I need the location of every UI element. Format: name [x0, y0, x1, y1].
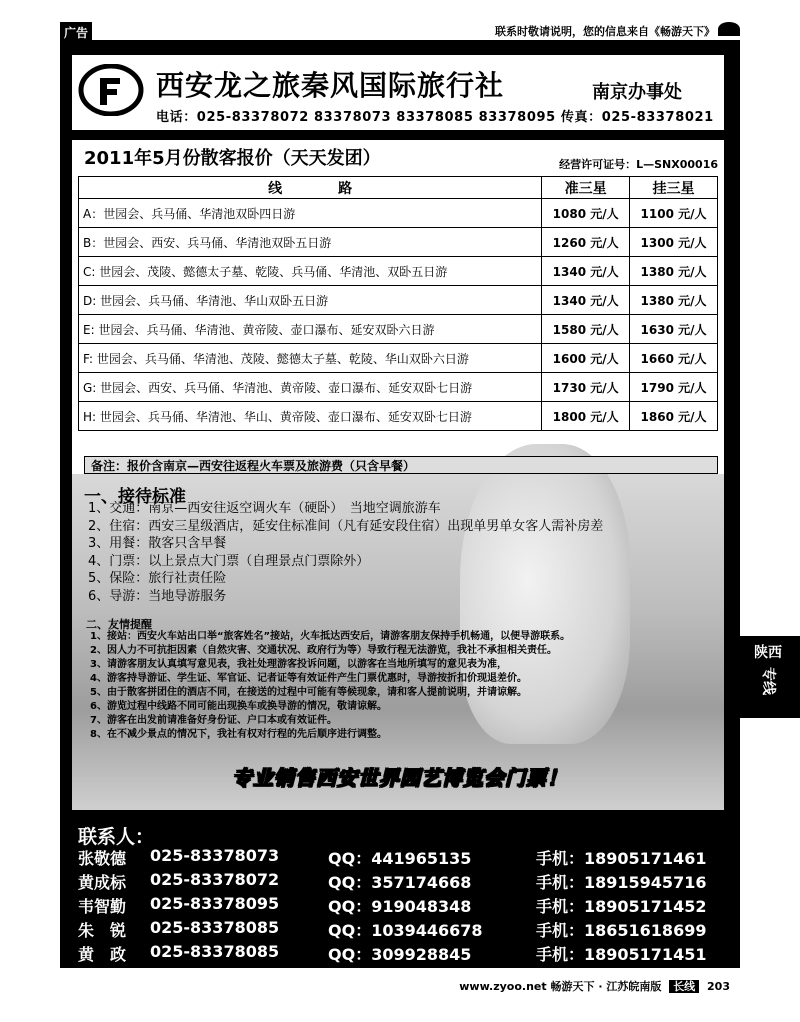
route-cell: E: 世园会、兵马俑、华清池、黄帝陵、壶口瀑布、延安双卧六日游: [79, 315, 542, 344]
contact-name: 黄 政: [78, 945, 127, 964]
contact-qq: QQ：441965135: [328, 849, 472, 868]
route-cell: B：世园会、西安、兵马俑、华清池双卧五日游: [79, 228, 542, 257]
side-section-tab: [740, 636, 800, 718]
route-cell: G: 世园会、西安、兵马俑、华清池、黄帝陵、壶口瀑布、延安双卧七日游: [79, 373, 542, 402]
price-cell: 1600 元/人: [542, 344, 630, 373]
tips-list: [90, 630, 570, 742]
side-tab-title: 陕西: [754, 645, 782, 661]
list-item: 6、游览过程中线路不同可能出现换车或换导游的情况，敬请谅解。: [90, 701, 387, 712]
route-cell: D: 世园会、兵马俑、华清池、华山双卧五日游: [79, 286, 542, 315]
list-item: 6、导游：当地导游服务: [88, 588, 227, 604]
list-item: 5、保险：旅行社责任险: [88, 571, 227, 586]
contact-mobile: 手机：18905171452: [536, 897, 707, 916]
price-cell: 1260 元/人: [542, 228, 630, 257]
col-route: 线 路: [79, 177, 542, 199]
price-cell: 1800 元/人: [542, 402, 630, 431]
list-item: 8、在不减少景点的情况下，我社有权对行程的先后顺序进行调整。: [90, 729, 387, 740]
header-phone-line: 电话：025-83378072 83378073 83378085 83378095 传真：025-83378021: [156, 110, 714, 125]
route-cell: A：世园会、兵马俑、华清池双卧四日游: [79, 199, 542, 228]
list-item: 5、由于散客拼团住的酒店不同，在接送的过程中可能有等候现象，请和客人提前说明，并请谅解。: [90, 687, 527, 698]
table-row: [79, 257, 718, 286]
side-tab-sub: 专线: [760, 667, 776, 695]
page-footer: [459, 978, 730, 994]
ad-tag: 广告: [60, 22, 92, 43]
top-note: 联系时敬请说明，您的信息来自《畅游天下》: [495, 25, 715, 38]
contacts-title: 联系人：: [78, 826, 155, 848]
list-item: 4、游客持导游证、学生证、军官证、记者证等有效证件产生门票优惠时，导游按折扣价现退差价。: [90, 673, 527, 684]
branch-name: 南京办事处: [592, 82, 682, 103]
list-item: 3、请游客朋友认真填写意见表，我社处理游客投诉问题，以游客在当地所填写的意见表为准，: [90, 659, 507, 670]
contact-name: 朱 锐: [78, 921, 127, 940]
list-item: 2、因人力不可抗拒因素（自然灾害、交通状况、政府行为等）导致行程无法游览，我社不承担相关责任。: [90, 645, 557, 656]
list-item: 2、住宿：西安三星级酒店，延安住标准间（凡有延安段住宿）出现单男单女客人需补房差: [88, 518, 604, 534]
contact-mobile: 手机：18651618699: [536, 921, 707, 940]
table-row: [79, 286, 718, 315]
contact-tel: 025-83378085: [150, 942, 280, 961]
col-hang-3star: 挂三星: [630, 177, 718, 199]
table-row: [79, 228, 718, 257]
list-item: 7、游客在出发前请准备好身份证、户口本或有效证件。: [90, 715, 337, 726]
standards-list: [88, 500, 603, 605]
price-cell: 1660 元/人: [630, 344, 718, 373]
list-item: 3、用餐：散客只含早餐: [88, 536, 227, 551]
contact-tel: 025-83378073: [150, 846, 280, 865]
price-cell: 1380 元/人: [630, 257, 718, 286]
contact-qq: QQ：357174668: [328, 873, 472, 892]
contact-tel: 025-83378085: [150, 918, 280, 937]
company-logo-icon: [78, 64, 144, 116]
table-row: [79, 315, 718, 344]
contact-name: 韦智勤: [78, 897, 127, 916]
price-cell: 1100 元/人: [630, 199, 718, 228]
license-number: 经营许可证号：L—SNX00016: [559, 158, 718, 171]
contact-mobile: 手机：18905171451: [536, 945, 707, 964]
slogan: 专业销售西安世界园艺博览会门票！: [232, 766, 568, 790]
price-remark: 备注：报价含南京—西安往返程火车票及旅游费（只含早餐）: [84, 456, 718, 474]
table-row: [79, 373, 718, 402]
price-title: 2011年5月份散客报价（天天发团）: [84, 148, 381, 169]
contact-tel: 025-83378072: [150, 870, 280, 889]
contact-mobile: 手机：18905171461: [536, 849, 707, 868]
price-table: [78, 176, 718, 431]
price-cell: 1080 元/人: [542, 199, 630, 228]
contact-qq: QQ：919048348: [328, 897, 472, 916]
contact-mobile: 手机：18915945716: [536, 873, 707, 892]
contact-qq: QQ：309928845: [328, 945, 472, 964]
list-item: 1、接站：西安火车站出口举“旅客姓名”接站，火车抵达西安后，请游客朋友保持手机畅通，以便导游联系。: [90, 631, 571, 642]
page-number: 203: [707, 980, 730, 993]
table-row: [79, 402, 718, 431]
price-cell: 1380 元/人: [630, 286, 718, 315]
contact-tel: 025-83378095: [150, 894, 280, 913]
price-cell: 1730 元/人: [542, 373, 630, 402]
standards-title: 一、接待标准: [84, 487, 186, 507]
price-cell: 1860 元/人: [630, 402, 718, 431]
price-cell: 1340 元/人: [542, 257, 630, 286]
price-cell: 1300 元/人: [630, 228, 718, 257]
col-3star: 准三星: [542, 177, 630, 199]
price-table-header: [79, 177, 718, 199]
price-cell: 1580 元/人: [542, 315, 630, 344]
table-row: [79, 199, 718, 228]
route-cell: C: 世园会、茂陵、懿德太子墓、乾陵、兵马俑、华清池、双卧五日游: [79, 257, 542, 286]
footer-section: 长线: [669, 980, 699, 993]
contact-name: 张敬德: [78, 849, 127, 868]
tips-title: 二、友情提醒: [86, 618, 152, 631]
company-name: 西安龙之旅秦风国际旅行社: [156, 69, 505, 102]
footer-site: www.zyoo.net: [459, 980, 547, 993]
footer-magazine: 畅游天下 · 江苏皖南版: [550, 980, 662, 993]
route-cell: H: 世园会、兵马俑、华清池、华山、黄帝陵、壶口瀑布、延安双卧七日游: [79, 402, 542, 431]
contact-name: 黄成标: [78, 873, 127, 892]
route-cell: F: 世园会、兵马俑、华清池、茂陵、懿德太子墓、乾陵、华山双卧六日游: [79, 344, 542, 373]
list-item: 4、门票：以上景点大门票（自理景点门票除外）: [88, 553, 370, 569]
top-bar: [0, 0, 800, 40]
price-cell: 1340 元/人: [542, 286, 630, 315]
price-cell: 1630 元/人: [630, 315, 718, 344]
list-item: 1、交通：南京—西安往返空调火车（硬卧） 当地空调旅游车: [88, 501, 441, 516]
contact-qq: QQ：1039446678: [328, 921, 483, 940]
table-row: [79, 344, 718, 373]
price-cell: 1790 元/人: [630, 373, 718, 402]
magazine-logo-icon: [718, 22, 740, 36]
